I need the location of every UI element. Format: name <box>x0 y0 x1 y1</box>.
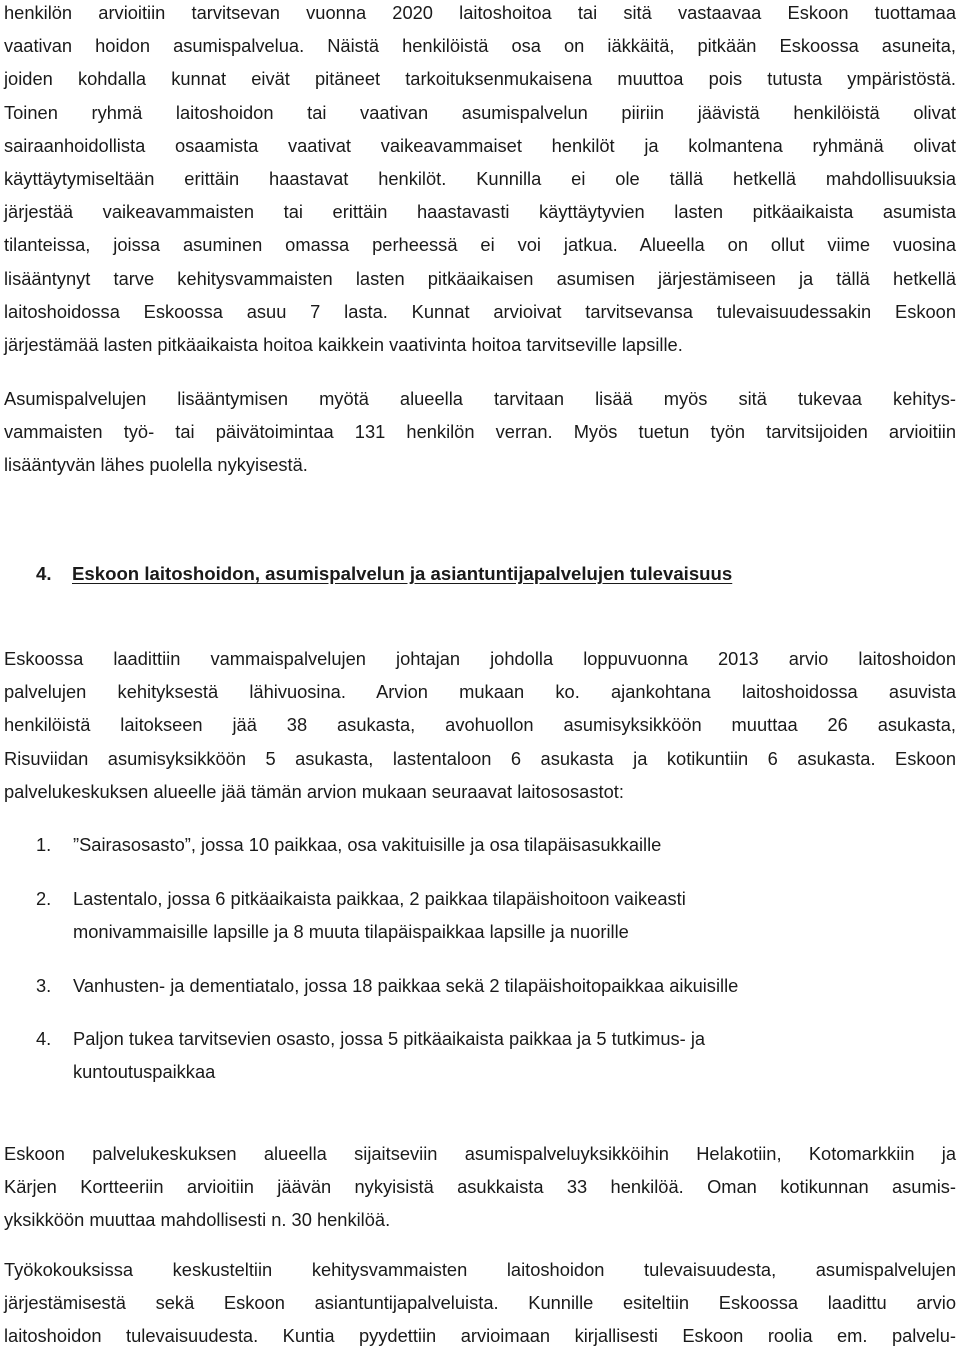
text-line: sairaanhoidollista osaamista vaativat vaikeavammaiset henkilöt ja kolmantena ryhmänä olivat <box>4 134 956 156</box>
paragraph-workshops <box>4 1253 956 1353</box>
text-line: käyttäytymiseltään erittäin haastavat henkilöt. Kunnilla ei ole tällä hetkellä mahdollisuuksia <box>4 168 956 190</box>
list-item <box>36 882 686 948</box>
list-item-text: ”Sairasosasto”, jossa 10 paikkaa, osa vakituisille ja osa tilapäisasukkaille <box>73 834 662 855</box>
text-line: vammaisten työ- tai päivätoimintaa 131 henkilön verran. Myös tuetun työn tarvitsijoiden arvioitiin <box>4 421 956 443</box>
text-line: joiden kohdalla kunnat eivät pitäneet tarkoituksenmukaisena muuttoa pois tutusta ympäristöstä. <box>4 68 956 90</box>
text-line: henkilöistä laitokseen jää 38 asukasta, avohuollon asumisyksikköön muuttaa 26 asukasta, <box>4 714 956 736</box>
text-line: yksikköön muuttaa mahdollisesti n. 30 henkilöä. <box>4 1209 391 1231</box>
text-line: järjestämää lasten pitkäaikaista hoitoa kaikkein vaativinta hoitoa tarvitseville lapsille. <box>4 334 683 356</box>
text-line: palvelujen kehityksestä lähivuosina. Arvion mukaan ko. ajankohtana laitoshoidossa asuvista <box>4 681 956 703</box>
text-line: lisääntynyt tarve kehitysvammaisten lasten pitkäaikaisen asumisen järjestämiseen ja tällä hetkellä <box>4 267 956 289</box>
paragraph-eskoo-assessment <box>4 642 956 808</box>
text-line: laitoshoidossa Eskoossa asuu 7 lasta. Kunnat arvioivat tarvitsevansa tulevaisuudessakin Eskoon <box>4 300 956 322</box>
text-line: tilanteissa, joissa asuminen omassa perheessä ei voi jatkua. Alueella on ollut viime vuosina <box>4 234 956 256</box>
text-line: palvelukeskuksen alueelle jää tämän arvion mukaan seuraavat laitososastot: <box>4 780 624 802</box>
text-line: Työkokouksissa keskusteltiin kehitysvammaisten laitoshoidon tulevaisuudesta, asumispalvelujen <box>4 1259 956 1280</box>
text-line: järjestämisestä sekä Eskoon asiantuntijapalveluista. Kunnille esiteltiin Eskoossa laadittu arvio <box>4 1292 956 1314</box>
text-line: laitoshoidon tulevaisuudesta. Kuntia pyydettiin arvioimaan kirjallisesti Eskoon roolia em. palvelu- <box>4 1325 956 1347</box>
list-item <box>36 1022 705 1088</box>
text-line: Asumispalvelujen lisääntymisen myötä alueella tarvitaan lisää myös sitä tukevaa kehitys- <box>4 388 956 409</box>
text-line: Risuviidan asumisyksikköön 5 asukasta, lastentaloon 6 asukasta ja kotikuntiin 6 asukasta. Eskoon <box>4 747 956 769</box>
text-line: Toinen ryhmä laitoshoidon tai vaativan asumispalvelun piiriin jäävistä henkilöistä olivat <box>4 101 956 123</box>
list-item-number: 1. <box>36 834 52 855</box>
list-item-number: 4. <box>36 1028 52 1049</box>
list-item-number: 2. <box>36 888 52 909</box>
text-line: henkilön arvioitiin tarvitsevan vuonna 2020 laitoshoitoa tai sitä vastaavaa Eskoon tuottamaa <box>4 2 956 23</box>
text-line: vaativan hoidon asumispalvelua. Näistä henkilöistä osa on iäkkäitä, pitkään Eskoossa asuneita, <box>4 35 956 57</box>
text-line: Kärjen Kortteeriin arvioitiin jäävän nykyisistä asukkaista 33 henkilöä. Oman kotikunnan asumis- <box>4 1176 956 1198</box>
list-item-text: Lastentalo, jossa 6 pitkäaikaista paikkaa, 2 paikkaa tilapäishoitoon vaikeasti <box>73 888 686 909</box>
section-heading <box>36 557 732 590</box>
text-line: järjestää vaikeavammaisten tai erittäin haastavasti käyttäytyvien lasten pitkäaikaista asumista <box>4 201 956 223</box>
paragraph-need-assessment <box>4 0 956 361</box>
text-line: Eskoon palvelukeskuksen alueella sijaitseviin asumispalveluyksikköihin Helakotiin, Kotomarkkiin ja <box>4 1143 956 1164</box>
text-line: Eskoossa laadittiin vammaispalvelujen johtajan johdolla loppuvuonna 2013 arvio laitoshoidon <box>4 648 956 669</box>
paragraph-housing-units <box>4 1137 956 1237</box>
paragraph-day-activities <box>4 382 956 482</box>
list-item <box>36 828 661 861</box>
section-number: 4. <box>36 563 52 584</box>
list-item-number: 3. <box>36 975 52 996</box>
text-line: lisääntyvän lähes puolella nykyisestä. <box>4 454 308 476</box>
list-item <box>36 969 738 1002</box>
list-item-text: Paljon tukea tarvitsevien osasto, jossa 5 pitkäaikaista paikkaa ja 5 tutkimus- ja <box>73 1028 706 1049</box>
list-item-text: monivammaisille lapsille ja 8 muuta tilapäispaikkaa lapsille ja nuorille <box>73 921 629 943</box>
section-title: Eskoon laitoshoidon, asumispalvelun ja asiantuntijapalvelujen tulevaisuus <box>72 563 733 584</box>
list-item-text: kuntoutuspaikkaa <box>73 1061 216 1083</box>
list-item-text: Vanhusten- ja dementiatalo, jossa 18 paikkaa sekä 2 tilapäishoitopaikkaa aikuisille <box>73 975 739 996</box>
